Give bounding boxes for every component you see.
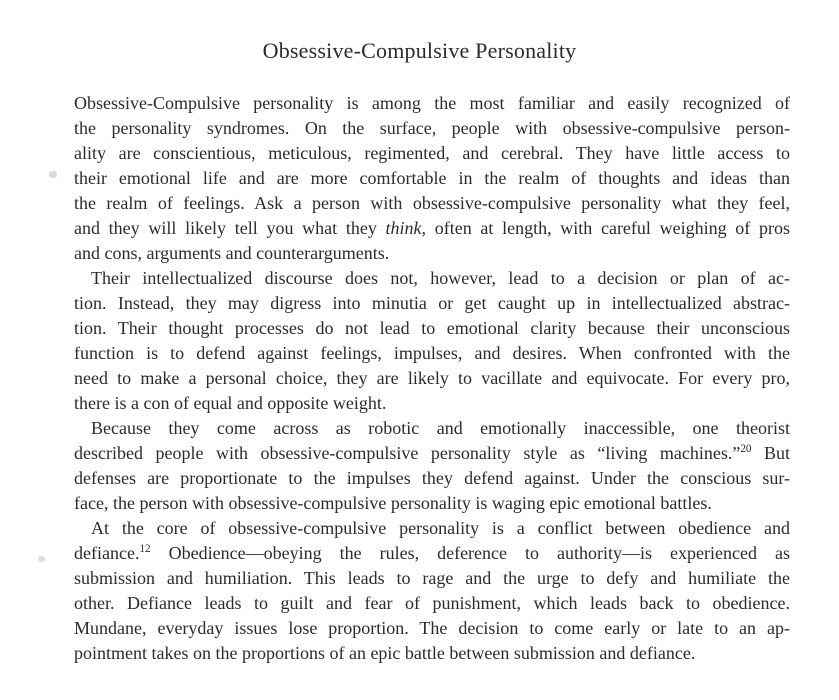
text-line	[74, 366, 790, 391]
text-line	[74, 591, 790, 616]
text-segment: face, the person with obsessive-compulsive personality is waging epic emotional battles.	[74, 493, 712, 513]
margin-smudge	[49, 171, 57, 178]
text-line	[74, 441, 790, 466]
text-segment: pointment takes on the proportions of an epic battle between submission and defiance.	[74, 643, 696, 663]
text-segment: function is to defend against feelings, impulses, and desires. When confronted with the	[74, 343, 790, 363]
text-segment: At the core of obsessive-compulsive personality is a conflict between obedience and	[91, 518, 790, 538]
text-segment: submission and humiliation. This leads to rage and the urge to defy and humiliate the	[74, 568, 790, 588]
text-segment: Mundane, everyday issues lose proportion. The decision to come early or late to an ap-	[74, 618, 790, 638]
paragraph-intellectualized-discourse	[74, 266, 790, 416]
text-segment: Their intellectualized discourse does not, however, lead to a decision or plan of ac-	[91, 268, 790, 288]
text-line	[74, 341, 790, 366]
text-segment: ality are conscientious, meticulous, regimented, and cerebral. They have little access to	[74, 143, 790, 163]
text-line	[74, 641, 790, 666]
footnote-reference: 20	[740, 443, 752, 455]
text-segment: other. Defiance leads to guilt and fear of punishment, which leads back to obedience.	[74, 593, 790, 613]
text-segment: defiance.	[74, 543, 140, 563]
text-line	[74, 616, 790, 641]
paragraph-overview	[74, 91, 790, 266]
footnote-reference: 12	[139, 543, 151, 555]
text-segment: and cons, arguments and counterarguments.	[74, 243, 390, 263]
text-segment: described people with obsessive-compulsive personality style as “living machines.”	[74, 443, 741, 463]
margin-smudge	[38, 556, 45, 562]
text-line	[74, 266, 790, 291]
text-segment: and they will likely tell you what they	[74, 218, 386, 238]
text-segment: But	[751, 443, 790, 463]
text-line	[74, 566, 790, 591]
text-segment: Obsessive-Compulsive personality is among the most familiar and easily recognized of	[74, 93, 790, 113]
text-line	[74, 291, 790, 316]
page-title: Obsessive-Compulsive Personality	[262, 38, 577, 63]
text-line	[74, 141, 790, 166]
text-segment: , often at length, with careful weighing of pros	[421, 218, 790, 238]
text-segment: Because they come across as robotic and emotionally inaccessible, one theorist	[91, 418, 790, 438]
text-line	[74, 391, 790, 416]
text-line	[74, 241, 790, 266]
text-segment: tion. Instead, they may digress into minutia or get caught up in intellectualized abstrac-	[74, 293, 790, 313]
text-line	[74, 491, 790, 516]
text-line	[74, 316, 790, 341]
text-segment: tion. Their thought processes do not lead to emotional clarity because their unconscious	[74, 318, 790, 338]
paragraph-living-machines	[74, 416, 790, 516]
text-segment: there is a con of equal and opposite weight.	[74, 393, 387, 413]
text-line	[74, 166, 790, 191]
text-segment: the personality syndromes. On the surface, people with obsessive-compulsive person-	[74, 118, 790, 138]
text-line	[74, 541, 790, 566]
text-line	[74, 216, 790, 241]
text-segment: their emotional life and are more comfortable in the realm of thoughts and ideas than	[74, 168, 790, 188]
text-line	[74, 116, 790, 141]
body-text	[74, 91, 790, 666]
emphasis-text: think	[385, 218, 422, 238]
text-line	[74, 416, 790, 441]
text-line	[74, 516, 790, 541]
text-line	[74, 466, 790, 491]
text-segment: need to make a personal choice, they are likely to vacillate and equivocate. For every pro,	[74, 368, 790, 388]
text-line	[74, 191, 790, 216]
text-segment: Obedience—obeying the rules, deference to authority—is experienced as	[150, 543, 790, 563]
text-line	[74, 91, 790, 116]
text-segment: the realm of feelings. Ask a person with obsessive-compulsive personality what they feel,	[74, 193, 790, 213]
text-segment: defenses are proportionate to the impulses they defend against. Under the conscious sur-	[74, 468, 790, 488]
paragraph-obedience-defiance	[74, 516, 790, 666]
